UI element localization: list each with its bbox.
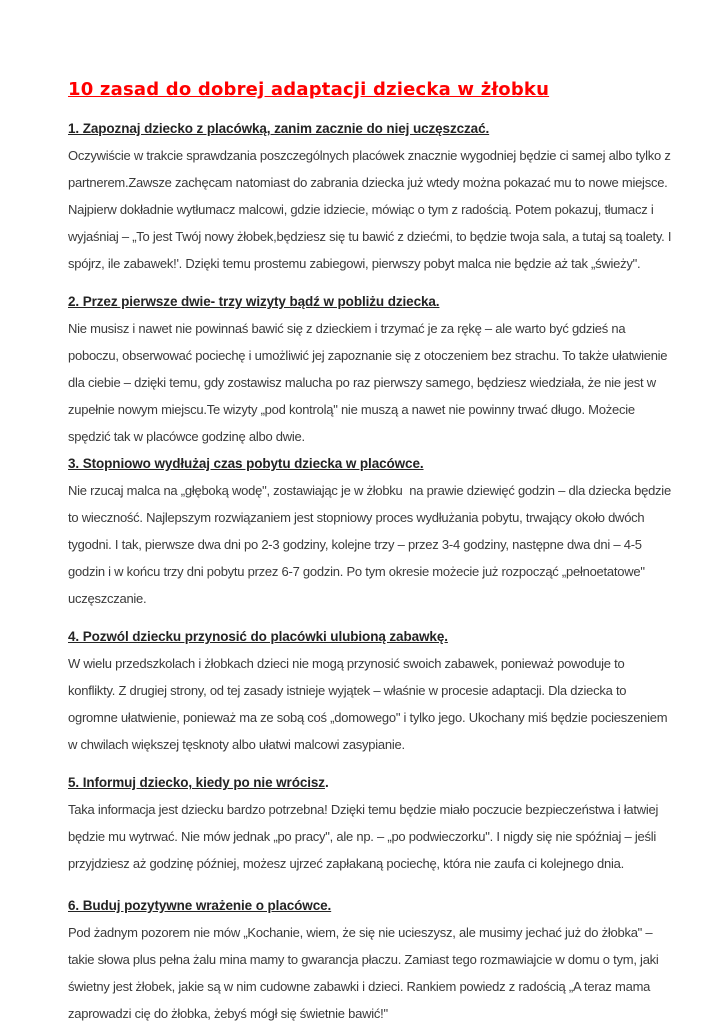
section-3-heading-text: 3. Stopniowo wydłużaj czas pobytu dziecka w placówce. (68, 456, 424, 471)
section-4-heading-text: 4. Pozwól dziecku przynosić do placówki ulubioną zabawkę. (68, 629, 448, 644)
section-2-paragraph-1: Nie musisz i nawet nie powinnaś bawić się z dzieckiem i trzymać je za rękę – ale warto być gdzieś na poboczu, obserwować pociechę i umożliwić jej zapoznanie się z otoczeniem bez strachu. To także ułatwienie dla ciebie – dzięki temu, gdy zostawisz malucha po raz pierwszy samego, będziesz wiedziała, że nie jest w zupełnie nowym miejscu.Te wizyty „pod kontrolą" nie muszą a nawet nie powinny trwać długo. Możecie spędzić tak w placówce godzinę albo dwie. (68, 321, 671, 444)
section-2-heading-text: 2. Przez pierwsze dwie- trzy wizyty bądź w pobliżu dziecka. (68, 294, 440, 309)
section-4-heading (68, 623, 672, 650)
section-4 (68, 623, 672, 758)
section-1-paragraph-1: Oczywiście w trakcie sprawdzania poszczególnych placówek znacznie wygodniej będzie ci samej albo tylko z partnerem.Zawsze zachęcam natomiast do zabrania dziecka już wtedy można pokazać mu to nowe miejsce. (68, 148, 674, 190)
section-1-heading-text: 1. Zapoznaj dziecko z placówką, zanim zacznie do niej uczęszczać. (68, 121, 490, 136)
section-5-heading (68, 769, 672, 796)
section-3 (68, 450, 675, 612)
section-5-heading-suffix: . (324, 775, 329, 790)
section-6-paragraph-1: Pod żadnym pozorem nie mów „Kochanie, wiem, że się nie ucieszysz, ale musimy jechać już do żłobka" – takie słowa plus pełna żalu mina mamy to gwarancja płaczu. Zamiast tego rozmawiajcie w domu o tym, jaki świetny jest żłobek, jakie są w nim cudowne zabawki i dzieci. Rankiem powiedz z radością „A teraz mama zaprowadzi cię do żłobka, żebyś mógł się świetnie bawić!" (68, 925, 662, 1021)
section-2-heading (68, 288, 672, 315)
section-1 (68, 115, 675, 277)
section-6 (68, 892, 672, 1027)
section-5-heading-text: 5. Informuj dziecko, kiedy po nie wrócisz (68, 775, 325, 790)
section-3-heading (68, 450, 672, 477)
section-2 (68, 288, 672, 450)
section-6-heading-text: 6. Buduj pozytywne wrażenie o placówce. (68, 898, 332, 913)
section-5-paragraph-1: Taka informacja jest dziecku bardzo potrzebna! Dzięki temu będzie miało poczucie bezpieczeństwa i łatwiej będzie mu wytrwać. Nie mów jednak „po pracy", ale np. – „po podwieczorku". I nigdy się nie spóźniaj – jeśli przyjdziesz aż godzinę później, możesz ujrzeć zapłakaną pociechę, która nie zaufa ci kolejnego dnia. (68, 802, 662, 871)
section-1-paragraph-2: Najpierw dokładnie wytłumacz malcowi, gdzie idziecie, mówiąc o tym z radością. Potem pokazuj, tłumacz i wyjaśniaj – „To jest Twój nowy żłobek,będziesz się tu bawić z dziećmi, to będzie twoja sala, a tutaj są toalety. I spójrz, ile zabawek!'. Dzięki temu prostemu zabiegowi, pierwszy pobyt malca nie będzie aż tak „świeży". (68, 202, 675, 271)
document-title: 10 zasad do dobrej adaptacji dziecka w żłobku (68, 79, 550, 100)
section-5 (68, 769, 672, 877)
section-3-paragraph-1: Nie rzucaj malca na „głęboką wodę", zostawiając je w żłobku na prawie dziewięć godzin – dla dziecka będzie to wieczność. Najlepszym rozwiązaniem jest stopniowy proces wydłużania pobytu, trwający około dwóch tygodni. I tak, pierwsze dwa dni po 2-3 godziny, kolejne trzy – przez 3-4 godziny, następne dwa dni – 4-5 godzin i w końcu trzy dni pobytu przez 6-7 godzin. Po tym okresie możecie już rozpocząć „pełnoetatowe" uczęszczanie. (68, 483, 675, 606)
section-4-paragraph-1: W wielu przedszkolach i żłobkach dzieci nie mogą przynosić swoich zabawek, ponieważ powoduje to konflikty. Z drugiej strony, od tej zasady istnieje wyjątek – właśnie w procesie adaptacji. Dla dziecka to ogromne ułatwienie, ponieważ ma ze sobą coś „domowego" i tylko jego. Ukochany miś będzie pocieszeniem w chwilach większej tęsknoty albo ułatwi malcowi zasypianie. (68, 656, 671, 752)
section-6-heading (68, 892, 672, 919)
section-1-heading (68, 115, 672, 142)
